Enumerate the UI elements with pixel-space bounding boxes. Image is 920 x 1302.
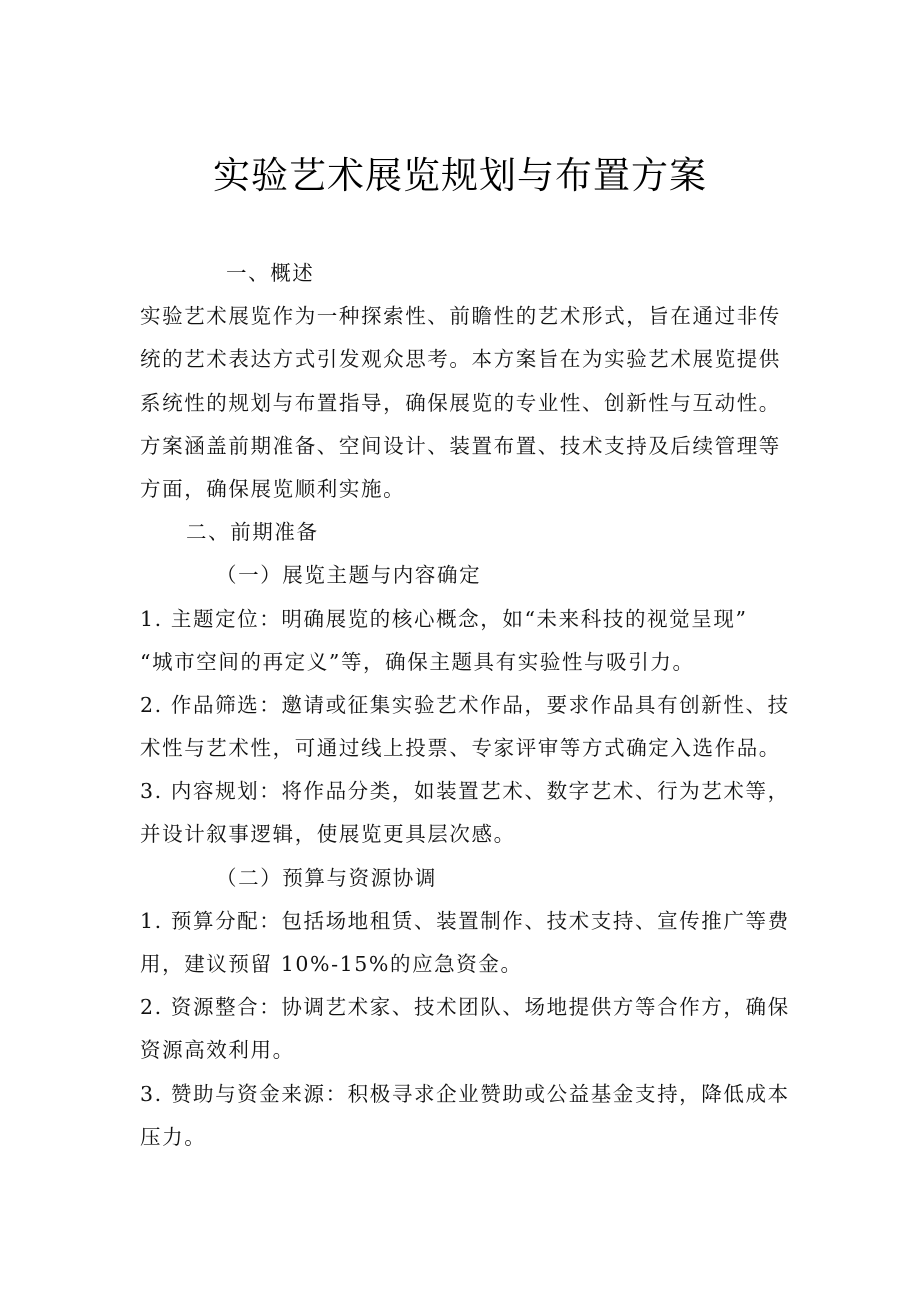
document-body [140, 252, 790, 1159]
paragraph-line: 统的艺术表达方式引发观众思考。本方案旨在为实验艺术展览提供 [140, 347, 781, 372]
list-item-line: 术性与艺术性，可通过线上投票、专家评审等方式确定入选作品。 [140, 736, 781, 761]
subsection-heading-budget: （二）预算与资源协调 [216, 865, 437, 890]
subsection-heading-theme: （一）展览主题与内容确定 [216, 563, 482, 588]
section-heading-preparation: 二、前期准备 [186, 520, 319, 545]
section-heading-overview: 一、概述 [226, 261, 315, 285]
document-title: 实验艺术展览规划与布置方案 [213, 154, 707, 197]
list-item-line: 资源高效利用。 [140, 1038, 295, 1063]
list-item-line: 2. 资源整合：协调艺术家、技术团队、场地提供方等合作方，确保 [140, 995, 790, 1020]
list-item-line: 1. 主题定位：明确展览的核心概念，如“未来科技的视觉呈现” [140, 606, 748, 631]
list-item-line: 1. 预算分配：包括场地租赁、装置制作、技术支持、宣传推广等费 [140, 908, 790, 933]
list-item-line: 2. 作品筛选：邀请或征集实验艺术作品，要求作品具有创新性、技 [140, 692, 790, 717]
list-item-line: 用，建议预留 10%-15%的应急资金。 [140, 952, 523, 976]
paragraph-line: 系统性的规划与布置指导，确保展览的专业性、创新性与互动性。 [140, 390, 781, 415]
paragraph-line: 方案涵盖前期准备、空间设计、装置布置、技术支持及后续管理等 [140, 433, 781, 458]
paragraph-line: 实验艺术展览作为一种探索性、前瞻性的艺术形式，旨在通过非传 [140, 304, 781, 329]
list-item-line: 压力。 [140, 1124, 207, 1149]
list-item-line: 并设计叙事逻辑，使展览更具层次感。 [140, 822, 516, 847]
list-item-line: 3. 内容规划：将作品分类，如装置艺术、数字艺术、行为艺术等， [140, 779, 790, 804]
list-item-line: “城市空间的再定义”等，确保主题具有实验性与吸引力。 [140, 649, 695, 674]
list-item-line: 3. 赞助与资金来源：积极寻求企业赞助或公益基金支持，降低成本 [140, 1081, 790, 1106]
paragraph-line: 方面，确保展览顺利实施。 [140, 476, 406, 501]
